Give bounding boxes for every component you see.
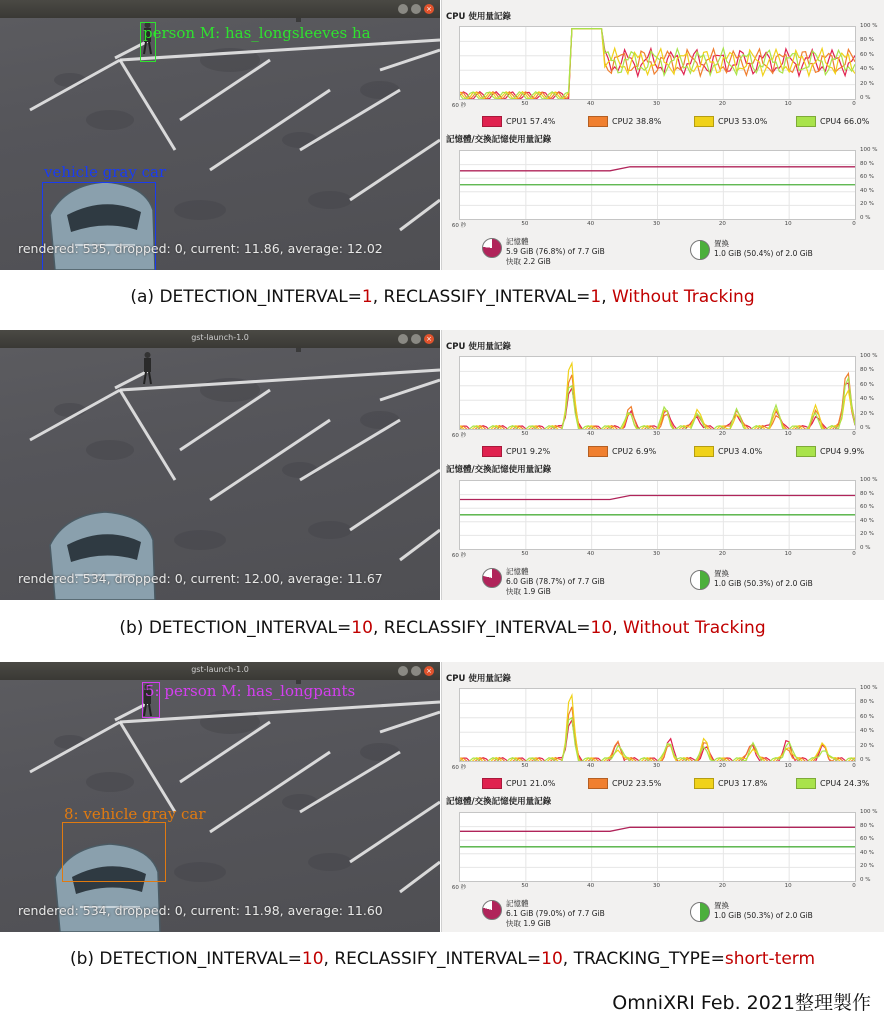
parking-line [380,380,440,400]
x-tick-label: 40 [587,101,595,107]
memory-info [506,566,605,597]
swap-info [714,900,813,920]
x-tick-label: 20 [718,763,726,769]
asphalt-stain [282,794,318,810]
parking-line [120,40,440,60]
swap-value: 1.0 GiB (50.4%) of 2.0 GiB [714,249,813,258]
memory-value: 6.1 GiB (79.0%) of 7.7 GiB [506,909,605,918]
swap-info [714,568,813,588]
detection-label: vehicle gray car [44,163,167,181]
detection-label: person M: has_longsleeves ha [143,24,371,42]
y-tick-label: 0 % [860,95,871,101]
x-tick-label: 20 [718,431,726,437]
y-tick-label: 100 % [860,685,878,691]
x-tick-label: 60 秒 [451,433,467,439]
parking-line [400,530,440,560]
maximize-window-button[interactable] [411,4,421,14]
detection-label: 5: person M: has_longpants [145,682,356,700]
parking-line [210,752,330,832]
window-titlebar [0,0,440,18]
cpu-legend-text: CPU3 17.8% [718,779,768,788]
memory-label: 記憶體 [506,899,529,908]
y-tick-label: 20 % [860,863,874,870]
y-tick-label: 40 % [860,849,874,856]
x-tick-label: 10 [784,221,792,227]
caption-tracking: Without Tracking [612,287,755,307]
cpu-legend-3 [694,116,767,127]
close-window-button[interactable]: × [424,4,434,14]
footer-credit: OmniXRI Feb. 2021整理製作 [612,992,871,1014]
cpu-history-plot [460,27,855,99]
maximize-window-button[interactable] [411,334,421,344]
parking-line [120,702,440,722]
cpu-legend-3 [694,778,767,789]
fps-stats-overlay: rendered: 534, dropped: 0, current: 12.00, average: 11.67 [18,571,383,586]
x-tick-label: 50 [521,101,529,107]
system-monitor [441,330,884,600]
person-object [144,352,151,384]
swap-pie-icon[interactable] [690,240,710,260]
asphalt-stain [360,411,400,429]
x-tick-label: 60 秒 [451,765,467,771]
x-tick-label: 20 [718,883,726,889]
x-tick-label: 30 [653,883,660,889]
caption-separator: , [601,287,612,307]
fps-stats-overlay: rendered: 535, dropped: 0, current: 11.86, average: 12.02 [18,241,383,256]
asphalt-stain [308,191,352,209]
y-tick-label: 20 % [860,531,874,538]
caption-c [0,949,885,969]
asphalt-stain [174,862,226,882]
memory-pie-icon[interactable] [482,568,502,588]
parking-lot-scene [0,330,440,600]
cpu-color-swatch[interactable] [694,116,714,127]
x-tick-label: 20 [718,221,726,227]
y-tick-label: 0 % [860,877,871,883]
cpu-history-graph [459,26,856,100]
caption-b [0,618,885,638]
cpu-color-swatch[interactable] [482,778,502,789]
memory-pie-icon[interactable] [482,238,502,258]
x-tick-label: 30 [653,221,660,227]
x-tick-label: 50 [521,763,529,769]
parking-line [120,370,440,390]
y-tick-label: 0 % [860,425,871,431]
x-tick-label: 10 [784,551,792,557]
cpu-legend-1 [482,116,555,127]
cpu-legend-text: CPU1 9.2% [506,447,551,456]
cpu-legend-text: CPU4 9.9% [820,447,865,456]
asphalt-stain [308,521,352,539]
cpu-color-swatch[interactable] [694,778,714,789]
cpu-history-y-axis [860,353,884,431]
cpu-legend-text: CPU1 21.0% [506,779,556,788]
cpu-color-swatch[interactable] [588,778,608,789]
cpu-history-y-axis [860,685,884,763]
cpu-color-swatch[interactable] [588,116,608,127]
memory-history-plot [460,813,855,881]
parking-line [400,862,440,892]
cpu-history-title: CPU 使用量記錄 [446,12,511,22]
cache-value: 快取 1.9 GiB [506,587,551,596]
detection-bounding-box [42,182,156,270]
detection-bounding-box [62,822,166,882]
swap-label: 置換 [714,569,729,578]
memory-label: 記憶體 [506,567,529,576]
y-tick-label: 40 % [860,517,874,524]
y-tick-label: 0 % [860,215,871,221]
cpu-history-graph [459,356,856,430]
asphalt-stain [174,530,226,550]
cpu-legend-4 [796,116,869,127]
asphalt-stain [360,743,400,761]
comparison-panel-c [0,662,885,932]
y-tick-label: 20 % [860,742,874,749]
cpu-color-swatch[interactable] [694,446,714,457]
cpu-color-swatch[interactable] [482,116,502,127]
x-tick-label: 60 秒 [451,553,467,559]
x-tick-label: 50 [521,551,529,557]
window-title: gst-launch-1.0 [191,333,249,342]
caption-detection-value: 1 [361,287,373,307]
cpu-color-swatch[interactable] [482,446,502,457]
memory-history-graph [459,150,856,220]
parking-line [210,90,330,170]
y-tick-label: 80 % [860,490,874,497]
caption-tracking: short-term [724,949,816,969]
y-tick-label: 80 % [860,699,874,706]
y-tick-label: 60 % [860,51,874,58]
x-tick-label: 40 [587,763,595,769]
cpu-history-graph [459,688,856,762]
x-tick-label: 40 [587,221,595,227]
x-tick-label: 50 [521,883,529,889]
cpu-legend-text: CPU2 23.5% [612,779,662,788]
y-tick-label: 0 % [860,757,871,763]
x-tick-label: 0 [852,221,856,227]
x-tick-label: 50 [521,431,529,437]
caption-mid: , RECLASSIFY_INTERVAL= [323,949,542,969]
swap-info [714,238,813,258]
y-tick-label: 20 % [860,80,874,87]
y-tick-label: 60 % [860,836,874,843]
y-tick-label: 20 % [860,201,874,208]
cpu-legend-text: CPU3 4.0% [718,447,763,456]
parking-line [30,60,120,110]
memory-history-graph [459,812,856,882]
memory-history-title: 記憶體/交換記憶使用量記錄 [446,797,552,807]
x-tick-label: 60 秒 [451,223,467,229]
cpu-color-swatch[interactable] [796,446,816,457]
y-tick-label: 40 % [860,396,874,403]
caption-mid: , RECLASSIFY_INTERVAL= [372,287,591,307]
parking-line [400,200,440,230]
x-tick-label: 40 [587,551,595,557]
x-tick-label: 10 [784,101,792,107]
window-titlebar [0,662,440,680]
system-monitor [441,662,884,932]
parking-line [380,712,440,732]
memory-label: 記憶體 [506,237,529,246]
y-tick-label: 40 % [860,187,874,194]
memory-value: 5.9 GiB (76.8%) of 7.7 GiB [506,247,605,256]
cpu-color-swatch[interactable] [588,446,608,457]
parking-line [30,390,120,440]
y-tick-label: 100 % [860,477,878,483]
x-tick-label: 10 [784,883,792,889]
memory-info [506,236,605,267]
cache-value: 快取 2.2 GiB [506,257,551,266]
memory-history-graph [459,480,856,550]
cpu-legend-4 [796,446,864,457]
detection-label: 8: vehicle gray car [64,805,206,823]
caption-prefix: (b) DETECTION_INTERVAL= [119,618,352,638]
y-tick-label: 80 % [860,367,874,374]
x-tick-label: 10 [784,763,792,769]
y-tick-label: 60 % [860,713,874,720]
parking-line [210,420,330,500]
cpu-legend-text: CPU2 6.9% [612,447,657,456]
x-tick-label: 60 秒 [451,103,467,109]
memory-history-plot [460,481,855,549]
x-tick-label: 20 [718,101,726,107]
minimize-window-button[interactable] [398,4,408,14]
cpu-legend-3 [694,446,762,457]
cpu-legend-4 [796,778,869,789]
y-tick-label: 100 % [860,147,878,153]
caption-mid: , RECLASSIFY_INTERVAL= [372,618,591,638]
minimize-window-button[interactable] [398,334,408,344]
y-tick-label: 80 % [860,37,874,44]
x-tick-label: 0 [852,551,856,557]
parking-line [120,390,175,480]
cpu-color-swatch[interactable] [796,778,816,789]
asphalt-stain [360,81,400,99]
memory-history-plot [460,151,855,219]
memory-info [506,898,605,929]
cpu-color-swatch[interactable] [796,116,816,127]
x-tick-label: 30 [653,763,660,769]
cpu-legend-1 [482,778,555,789]
parking-line [350,470,440,530]
comparison-panel-a [0,0,885,270]
fps-stats-overlay: rendered: 534, dropped: 0, current: 11.98, average: 11.60 [18,903,383,918]
memory-value: 6.0 GiB (78.7%) of 7.7 GiB [506,577,605,586]
y-tick-label: 60 % [860,381,874,388]
parking-line [30,722,120,772]
minimize-window-button[interactable] [398,666,408,676]
memory-history-y-axis [860,809,884,883]
video-window [0,330,440,600]
x-tick-label: 30 [653,431,660,437]
swap-pie-icon[interactable] [690,570,710,590]
caption-separator: , TRACKING_TYPE= [562,949,725,969]
y-tick-label: 100 % [860,353,878,359]
window-titlebar [0,330,440,348]
asphalt-stain [174,200,226,220]
asphalt-stain [86,110,134,130]
caption-prefix: (a) DETECTION_INTERVAL= [130,287,362,307]
video-window [0,662,440,932]
cpu-history-title: CPU 使用量記錄 [446,342,511,352]
parking-line [350,140,440,200]
y-tick-label: 80 % [860,822,874,829]
y-tick-label: 100 % [860,809,878,815]
cpu-legend-text: CPU4 24.3% [820,779,870,788]
close-window-button[interactable]: × [424,666,434,676]
x-tick-label: 30 [653,101,660,107]
y-tick-label: 60 % [860,174,874,181]
cpu-legend-2 [588,778,661,789]
close-window-button[interactable]: × [424,334,434,344]
cache-value: 快取 1.9 GiB [506,919,551,928]
cpu-history-plot [460,689,855,761]
x-tick-label: 20 [718,551,726,557]
swap-value: 1.0 GiB (50.3%) of 2.0 GiB [714,579,813,588]
memory-history-title: 記憶體/交換記憶使用量記錄 [446,135,552,145]
caption-separator: , [612,618,623,638]
video-window [0,0,440,270]
cpu-history-y-axis [860,23,884,101]
cpu-legend-text: CPU2 38.8% [612,117,662,126]
caption-detection-value: 10 [351,618,373,638]
y-tick-label: 40 % [860,728,874,735]
cpu-legend-2 [588,116,661,127]
parking-lot-scene [0,662,440,932]
cpu-legend-1 [482,446,550,457]
x-tick-label: 60 秒 [451,885,467,891]
caption-reclassify-value: 10 [590,618,613,638]
cpu-history-plot [460,357,855,429]
asphalt-stain [86,440,134,460]
x-tick-label: 0 [852,101,856,107]
caption-tracking: Without Tracking [623,618,766,638]
parking-line [120,722,175,812]
caption-reclassify-value: 1 [590,287,602,307]
y-tick-label: 60 % [860,504,874,511]
asphalt-stain [282,462,318,478]
x-tick-label: 0 [852,883,856,889]
cpu-history-title: CPU 使用量記錄 [446,674,511,684]
system-monitor [441,0,884,270]
swap-pie-icon[interactable] [690,902,710,922]
asphalt-stain [86,772,134,792]
memory-history-y-axis [860,147,884,221]
x-tick-label: 40 [587,431,595,437]
cpu-legend-text: CPU4 66.0% [820,117,870,126]
swap-label: 置換 [714,239,729,248]
x-tick-label: 0 [852,431,856,437]
cpu-legend-text: CPU3 53.0% [718,117,768,126]
x-tick-label: 30 [653,551,660,557]
comparison-panel-b [0,330,885,600]
swap-label: 置換 [714,901,729,910]
x-tick-label: 0 [852,763,856,769]
memory-history-title: 記憶體/交換記憶使用量記錄 [446,465,552,475]
cpu-legend-text: CPU1 57.4% [506,117,556,126]
x-tick-label: 10 [784,431,792,437]
caption-detection-value: 10 [301,949,324,969]
y-tick-label: 80 % [860,160,874,167]
caption-reclassify-value: 10 [541,949,563,969]
x-tick-label: 50 [521,221,529,227]
memory-pie-icon[interactable] [482,900,502,920]
asphalt-stain [282,132,318,148]
swap-value: 1.0 GiB (50.3%) of 2.0 GiB [714,911,813,920]
parking-line [350,802,440,862]
car-object [50,512,155,600]
x-tick-label: 40 [587,883,595,889]
window-title: gst-launch-1.0 [191,665,249,674]
memory-history-y-axis [860,477,884,551]
y-tick-label: 0 % [860,545,871,551]
caption-prefix: (b) DETECTION_INTERVAL= [69,949,302,969]
maximize-window-button[interactable] [411,666,421,676]
y-tick-label: 20 % [860,410,874,417]
parking-line [380,50,440,70]
y-tick-label: 100 % [860,23,878,29]
asphalt-stain [308,853,352,871]
caption-a [0,287,885,307]
y-tick-label: 40 % [860,66,874,73]
parking-line [120,60,175,150]
cpu-legend-2 [588,446,656,457]
